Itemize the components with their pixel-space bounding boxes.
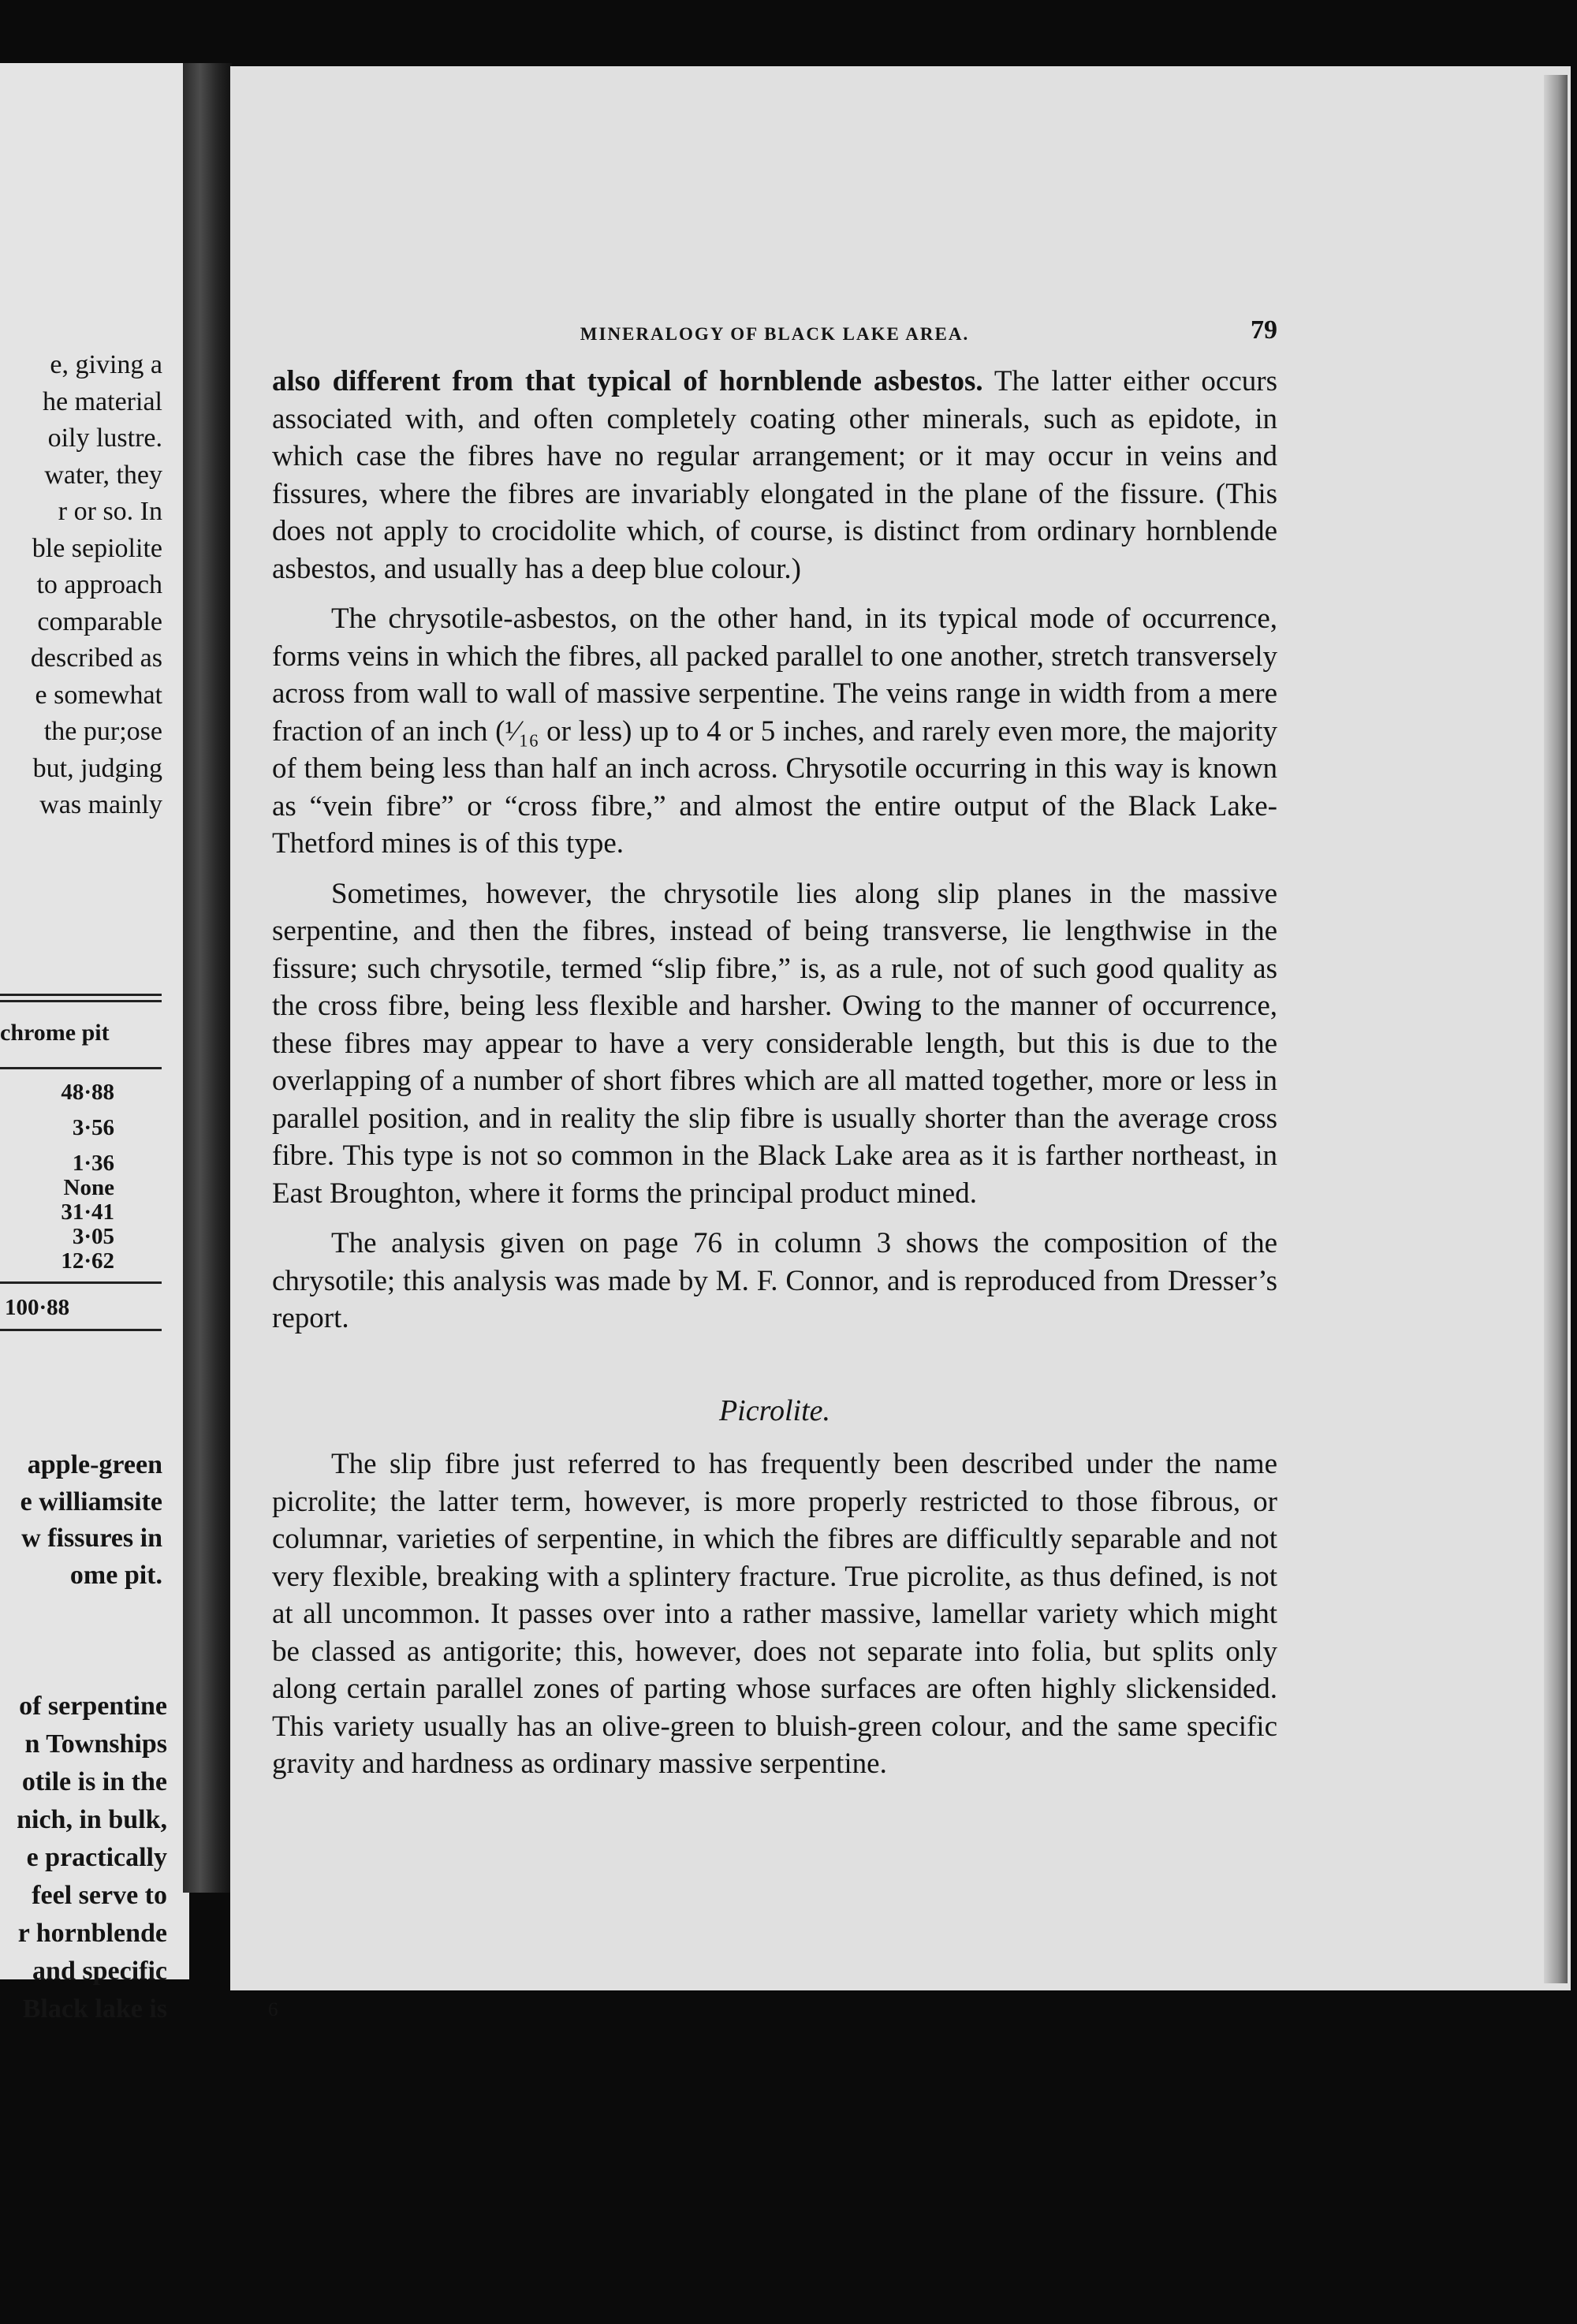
left-line: ome pit. (69, 1560, 162, 1590)
page-edge-shadow (1544, 75, 1568, 1983)
paragraph-1-lead: also different from that typical of hornblende asbestos. (272, 365, 983, 397)
table-cell: None (63, 1175, 114, 1200)
left-line: otile is in the (21, 1767, 167, 1796)
table-cell: 3·56 (72, 1115, 114, 1140)
table-double-rule (0, 994, 162, 1002)
paragraph-4: The analysis given on page 76 in column 3 shows the composition of the chrysotile; this analysis was made by M. F. Connor, and is reproduced from Dresser’s report. (272, 1227, 1277, 1334)
table-cell: 1·36 (72, 1151, 114, 1176)
table-cell: 12·62 (61, 1248, 114, 1274)
page-header (272, 311, 1277, 355)
left-line: and specific (32, 1957, 167, 1986)
left-page-text-top (0, 347, 162, 824)
left-line: r hornblende (17, 1919, 167, 1948)
left-line: apple-green (27, 1450, 162, 1479)
left-line: he material (43, 386, 162, 416)
paragraph-2: The chrysotile-asbestos, on the other hand, in its typical mode of occurrence, forms veins in which the fibres, all packed parallel to one another, stretch transversely across from wall to wall of massive serpentine. The veins range in width from a mere fraction of an inch (¹⁄₁₆ or less) up to 4 or 5 inches, and rarely even more, the majority of them being less than half an inch across. Chrysotile occurring in this way is known as “vein fibre” or “cross fibre,” and almost the entire output of the Black Lake-Thetford mines is of this type. (272, 602, 1277, 860)
paragraph-3: Sometimes, however, the chrysotile lies along slip planes in the massive serpentine, and then the fibres, instead of being transverse, lie lengthwise in the fissure; such chrysotile, termed “slip fibre,” is, as a rule, not of such good quality as the cross fibre, being less flexible and harsher. Owing to the manner of occurrence, these fibres may appear to have a very considerable length, but this is due to the overlapping of a number of short fibres which are all matted together, more or less in parallel position, and in reality the slip fibre is usually shorter than the average cross fibre. This type is not so common in the Black Lake area as it is farther northeast, in East Broughton, where it forms the principal product mined. (272, 877, 1277, 1210)
signature-mark: 6 (268, 1999, 278, 2020)
left-line: e practically (26, 1843, 167, 1872)
table-rule (0, 1067, 162, 1069)
paragraph-1-body: The latter either occurs associated with, and often completely coating other minerals, such as epidote, in which case the fibres have no regular arrangement; or it may occur in veins and fissures, where the fibres are invariably elongated in the plane of the fissure. (This does not apply to crocidolite which, of course, is distinct from ordinary hornblende asbestos, and usually has a deep blue colour.) (272, 365, 1277, 585)
left-line: water, they (44, 460, 162, 490)
left-line: to approach (36, 570, 162, 599)
table-cell: 3·05 (72, 1224, 114, 1249)
right-page-text (272, 311, 1277, 1796)
running-head: MINERALOGY OF BLACK LAKE AREA. (580, 324, 970, 344)
table-header: chrome pit (0, 1020, 110, 1046)
book-gutter (183, 63, 232, 1893)
left-line: n Townships (24, 1729, 167, 1759)
left-page-text-bottom (0, 1688, 167, 2028)
left-line: oily lustre. (47, 423, 162, 453)
table-rule (0, 1281, 162, 1284)
section-heading: Picrolite. (718, 1393, 831, 1427)
left-line: comparable (37, 606, 162, 636)
page-number: 79 (1251, 315, 1277, 345)
paragraph-1 (272, 363, 1277, 588)
left-page-text-mid (0, 1447, 162, 1594)
table-cell: 31·41 (61, 1199, 114, 1225)
left-line: but, judging (32, 753, 162, 783)
left-line: w fissures in (21, 1524, 162, 1553)
left-line: nich, in bulk, (17, 1805, 167, 1834)
table-total: 100·88 (5, 1295, 70, 1320)
left-line: e williamsite (20, 1487, 162, 1516)
left-line: Black lake is (22, 1994, 167, 2024)
left-line: r or so. In (58, 497, 162, 526)
left-line: was mainly (39, 790, 162, 819)
left-line: ble sepiolite (32, 533, 162, 563)
paragraph-5: The slip fibre just referred to has frequently been described under the name picrolite; the latter term, however, is more properly restricted to those fibrous, or columnar, varieties of serpentine, in which the fibres are difficultly separable and not very flexible, breaking with a splintery fracture. True picrolite, as thus defined, is not at all uncommon. It passes over into a rather massive, lamellar variety which might be classed as antigorite; this, however, does not separate into folia, but splits only along certain parallel zones of parting whose surfaces are often highly slickensided. This variety usually has an olive-green to bluish-green colour, and the same specific gravity and hardness as ordinary massive serpentine. (272, 1448, 1277, 1780)
left-line: described as (30, 643, 162, 673)
left-line: e, giving a (50, 350, 162, 379)
left-line: feel serve to (32, 1881, 167, 1910)
left-page (0, 63, 189, 2024)
table-cell: 48·88 (61, 1080, 114, 1105)
left-line: the pur;ose (43, 717, 162, 746)
left-line: of serpentine (19, 1692, 167, 1721)
left-line: e somewhat (35, 680, 162, 710)
left-analysis-table (0, 994, 162, 1342)
table-rule (0, 1329, 162, 1331)
